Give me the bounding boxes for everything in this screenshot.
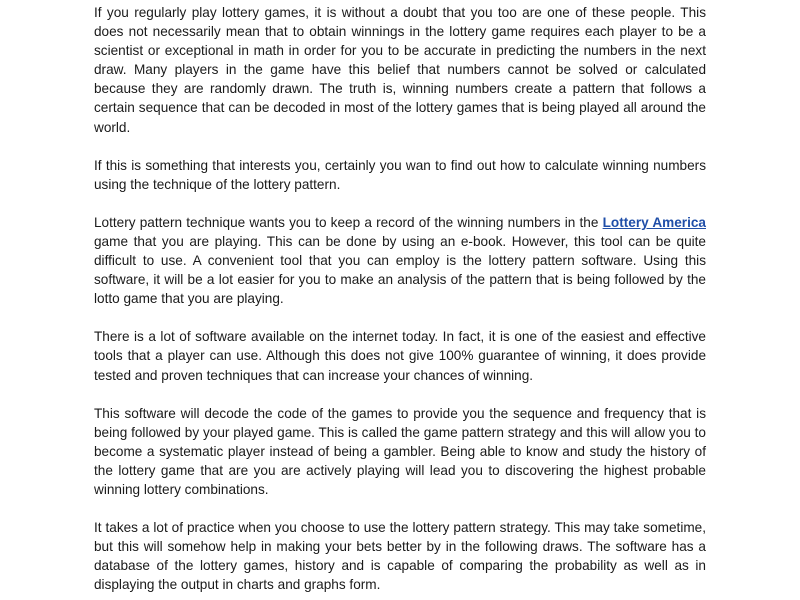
document-body	[94, 3, 706, 594]
paragraph-decode: This software will decode the code of the games to provide you the sequence and frequency that is being followed by your played game. This is called the game pattern strategy and this will allow you to become a systematic player instead of being a gambler. Being able to know and study the history of the lottery game that are you are actively playing will lead you to discovering the highest probable winning lottery combinations.	[94, 405, 706, 497]
paragraph-technique-text-after: game that you are playing. This can be done by using an e-book. However, this tool can be quite difficult to use. A convenient tool that you can employ is the lottery pattern software. Using this software, it will be a lot easier for you to make an analysis of the pattern that is being followed by the lotto game that you are playing.	[94, 233, 706, 307]
paragraph-interest: If this is something that interests you, certainly you wan to find out how to calculate winning numbers using the technique of the lottery pattern.	[94, 157, 706, 192]
paragraph-practice: It takes a lot of practice when you choose to use the lottery pattern strategy. This may take sometime, but this will somehow help in making your bets better by in the following draws. The software has a database of the lottery games, history and is capable of comparing the probability as well as in displaying the output in charts and graphs form.	[94, 520, 706, 593]
paragraph-intro: If you regularly play lottery games, it is without a doubt that you too are one of these people. This does not necessarily mean that to obtain winnings in the lottery game requires each player to be a scientist or exceptional in math in order for you to be accurate in predicting the numbers in the next draw. Many players in the game have this belief that numbers cannot be solved or calculated because they are randomly drawn. The truth is, winning numbers create a pattern that follows a certain sequence that can be decoded in most of the lottery games that is being played all around the world.	[94, 5, 706, 135]
paragraph-technique-text-before: Lottery pattern technique wants you to keep a record of the winning numbers in the	[94, 214, 603, 230]
paragraph-software-available: There is a lot of software available on the internet today. In fact, it is one of the easiest and effective tools that a player can use. Although this does not give 100% guarantee of winning, it does provide tested and proven techniques that can increase your chances of winning.	[94, 329, 706, 383]
paragraph-technique	[94, 213, 706, 308]
lottery-america-link[interactable]: Lottery America	[602, 214, 706, 230]
